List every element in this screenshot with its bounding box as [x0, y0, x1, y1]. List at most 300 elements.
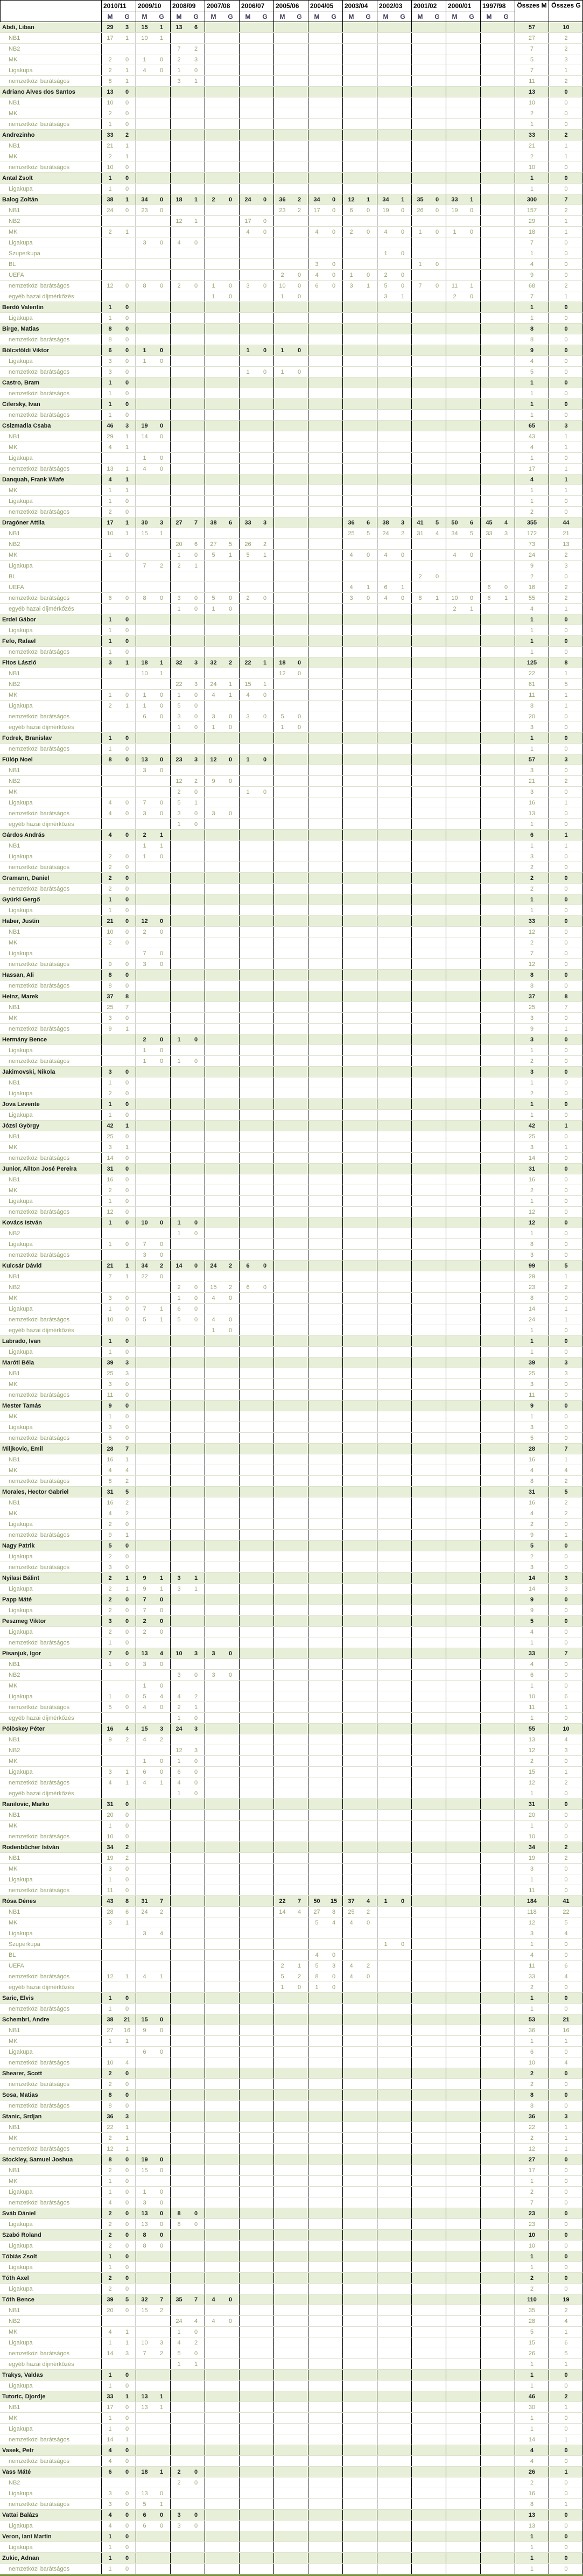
stat-cell [222, 1024, 239, 1034]
total-matches-cell: 5 [515, 1541, 549, 1551]
stat-cell [205, 561, 222, 571]
stat-cell [170, 1239, 187, 1249]
total-goals-cell: 0 [549, 787, 583, 797]
stat-cell [325, 830, 342, 840]
stat-cell [394, 377, 411, 388]
competition-row [0, 44, 583, 54]
stat-cell: 7 [136, 1594, 153, 1605]
stat-cell [446, 862, 463, 872]
stat-cell [325, 754, 342, 765]
stat-cell [101, 668, 118, 678]
stat-cell [446, 1616, 463, 1626]
competition-row [0, 388, 583, 399]
stat-cell [291, 1562, 308, 1572]
total-matches-cell: 9 [515, 1024, 549, 1034]
stat-cell [153, 1110, 170, 1120]
stat-cell [239, 571, 256, 582]
stat-cell [205, 108, 222, 118]
stat-cell: 1 [401, 293, 405, 300]
stat-cell [429, 1724, 446, 1734]
stat-cell [394, 1110, 411, 1120]
stat-cell: 7 [194, 519, 198, 526]
stat-cell: 1 [159, 24, 164, 31]
stat-cell [394, 1562, 411, 1572]
total-matches-cell: 12 [515, 1917, 549, 1928]
stat-cell: 2 [136, 830, 153, 840]
stat-cell [463, 1357, 480, 1368]
stat-cell [239, 1465, 256, 1475]
stat-cell [497, 733, 515, 743]
total-goals-cell: 0 [549, 1713, 583, 1723]
stat-cell [394, 345, 411, 355]
stat-cell: 0 [194, 1316, 198, 1323]
stat-cell [153, 1821, 170, 1831]
stat-cell [342, 539, 360, 549]
stat-cell [273, 1734, 291, 1745]
stat-cell [291, 754, 308, 765]
competition-label: nemzetközi barátságos [9, 390, 70, 397]
stat-cell [273, 701, 291, 711]
stat-cell: 1 [101, 894, 118, 905]
stat-cell: 4 [136, 464, 153, 474]
stat-cell [239, 1497, 256, 1508]
stat-cell [463, 431, 480, 442]
stat-cell [153, 625, 170, 635]
stat-cell [170, 1357, 187, 1368]
stat-cell [256, 1056, 273, 1066]
stat-cell [411, 1670, 429, 1680]
stat-cell: 6 [239, 1261, 256, 1271]
stat-cell [463, 1304, 480, 1314]
stat-cell [463, 474, 480, 485]
stat-cell: 39 [101, 1357, 118, 1368]
stat-cell [136, 1185, 153, 1195]
stat-cell: 1 [125, 519, 129, 526]
stat-cell [377, 1799, 394, 1809]
stat-cell [205, 1368, 222, 1378]
stat-cell [273, 1487, 291, 1497]
stat-cell [256, 1734, 273, 1745]
stat-cell [463, 539, 480, 549]
stat-cell [308, 1368, 325, 1378]
total-goals-cell: 21 [549, 528, 583, 538]
stat-cell [377, 377, 394, 388]
stat-cell [273, 1411, 291, 1422]
stat-cell [308, 1325, 325, 1335]
stat-cell [273, 87, 291, 97]
total-matches-cell: 33 [515, 130, 549, 140]
stat-cell [325, 1250, 342, 1260]
total-matches-cell: 4 [515, 1627, 549, 1637]
stat-cell [325, 399, 342, 409]
total-goals-cell: 1 [549, 65, 583, 75]
stat-cell [256, 324, 273, 334]
stat-cell [325, 1594, 342, 1605]
stat-cell: 6 [136, 1767, 153, 1777]
stat-cell: 3 [170, 1573, 187, 1583]
stat-cell [429, 1788, 446, 1798]
competition-row [0, 625, 583, 636]
stat-cell [446, 884, 463, 894]
stat-cell [222, 625, 239, 635]
stat-cell [411, 905, 429, 915]
stat-cell: 11 [101, 1885, 118, 1895]
competition-row [0, 797, 583, 808]
stat-cell [325, 528, 342, 538]
competition-label: nemzetközi barátságos [9, 1316, 70, 1323]
stat-cell [411, 1551, 429, 1562]
total-goals-cell: 0 [549, 1250, 583, 1260]
stat-cell [239, 927, 256, 937]
stat-cell [239, 701, 256, 711]
stat-cell [273, 1110, 291, 1120]
stat-cell [429, 647, 446, 657]
stat-cell [222, 948, 239, 958]
stat-cell [291, 377, 308, 388]
stat-cell: 2 [101, 701, 118, 711]
stat-cell [480, 797, 497, 808]
stat-cell [308, 948, 325, 958]
stat-cell [463, 1530, 480, 1540]
competition-label: nemzetközi barátságos [9, 1639, 70, 1646]
stat-cell [429, 636, 446, 646]
stat-cell [222, 1594, 239, 1605]
stat-cell [291, 614, 308, 625]
stat-cell [273, 808, 291, 818]
stat-cell [497, 927, 515, 937]
stat-cell [273, 1433, 291, 1443]
competition-row [0, 1885, 583, 1896]
stat-cell [256, 1530, 273, 1540]
stat-cell [170, 227, 187, 237]
stat-cell [239, 1487, 256, 1497]
stat-cell: 2 [170, 1702, 187, 1712]
stat-cell [360, 130, 377, 140]
stat-cell [411, 1088, 429, 1098]
stat-cell [394, 453, 411, 463]
stat-cell [360, 1142, 377, 1152]
stat-cell: 1 [205, 604, 222, 614]
stat-cell [118, 44, 136, 54]
stat-cell: 0 [125, 1111, 129, 1118]
stat-cell [377, 216, 394, 226]
stat-cell [394, 442, 411, 452]
stat-cell [256, 1842, 273, 1852]
stat-cell [342, 1885, 360, 1895]
stat-cell [205, 377, 222, 388]
stat-cell [239, 1691, 256, 1702]
stat-cell [222, 108, 239, 118]
competition-label: NB2 [9, 1747, 20, 1754]
stat-cell: 0 [125, 1165, 129, 1172]
stat-cell [480, 1142, 497, 1152]
stat-cell [308, 1842, 325, 1852]
stat-cell [205, 862, 222, 872]
stat-cell [446, 431, 463, 442]
stat-cell [308, 582, 325, 592]
stat-cell [205, 1821, 222, 1831]
stat-cell [239, 1627, 256, 1637]
stat-cell [256, 647, 273, 657]
stat-cell: 3 [101, 1379, 118, 1389]
total-goals-cell: 41 [549, 1896, 583, 1906]
total-goals-cell: 5 [549, 1261, 583, 1271]
stat-cell [497, 421, 515, 431]
stat-cell [411, 410, 429, 420]
stat-cell [394, 776, 411, 786]
total-goals-cell: 0 [549, 851, 583, 862]
competition-row [0, 1174, 583, 1185]
stat-cell [429, 894, 446, 905]
competition-label: NB1 [9, 1854, 20, 1861]
stat-cell [394, 87, 411, 97]
stat-cell [256, 1864, 273, 1874]
stat-cell [239, 1777, 256, 1788]
stat-cell: 1 [101, 388, 118, 398]
player-name: Jova Levente [2, 1101, 40, 1108]
stat-cell [463, 1810, 480, 1820]
stat-cell [497, 1691, 515, 1702]
stat-cell: 0 [125, 1154, 129, 1161]
stat-cell [222, 873, 239, 883]
competition-label: NB1 [9, 1079, 20, 1086]
stat-cell [239, 1401, 256, 1411]
stat-cell [429, 1551, 446, 1562]
stat-cell [429, 884, 446, 894]
stat-cell [325, 1002, 342, 1012]
stat-cell [325, 248, 342, 258]
stat-cell [273, 1605, 291, 1615]
stat-cell [480, 1357, 497, 1368]
stat-cell [308, 722, 325, 732]
competition-label: MK [9, 56, 18, 63]
total-goals-cell: 7 [549, 194, 583, 205]
stat-cell [394, 1713, 411, 1723]
stat-cell: 4 [101, 808, 118, 818]
total-matches-cell: 37 [515, 991, 549, 1002]
stat-cell [239, 916, 256, 926]
stat-cell [394, 1681, 411, 1691]
stat-cell [325, 1864, 342, 1874]
total-goals-cell: 1 [549, 1271, 583, 1282]
competition-row [0, 1282, 583, 1293]
competition-row [0, 1207, 583, 1217]
stat-cell [239, 507, 256, 517]
stat-cell [429, 1831, 446, 1842]
stat-cell [308, 1788, 325, 1798]
total-matches-cell: 7 [515, 291, 549, 302]
stat-cell [153, 1401, 170, 1411]
stat-cell [187, 270, 205, 280]
stat-cell [136, 1325, 153, 1335]
stat-cell [480, 722, 497, 732]
stat-cell [360, 313, 377, 323]
stat-cell [291, 1519, 308, 1529]
competition-label: Ligakupa [9, 454, 33, 461]
stat-cell [463, 873, 480, 883]
stat-cell [480, 1853, 497, 1863]
stat-cell: 5 [228, 541, 233, 548]
stat-cell [497, 1454, 515, 1465]
stat-cell [429, 1411, 446, 1422]
stat-cell [497, 1390, 515, 1400]
stat-cell: 0 [263, 368, 267, 375]
stat-cell [291, 248, 308, 258]
stat-cell [360, 797, 377, 808]
stat-cell [377, 1379, 394, 1389]
stat-cell: 3 [136, 237, 153, 248]
stat-cell [480, 776, 497, 786]
stat-cell [205, 496, 222, 506]
stat-cell [291, 259, 308, 269]
competition-row [0, 1853, 583, 1864]
stat-cell [273, 54, 291, 65]
stat-cell [480, 1153, 497, 1163]
player-row [0, 1541, 583, 1551]
stat-cell [239, 1681, 256, 1691]
stat-cell [170, 851, 187, 862]
stat-cell [170, 582, 187, 592]
stat-cell [411, 334, 429, 345]
stat-cell [480, 1002, 497, 1012]
stat-cell [205, 1584, 222, 1594]
stat-cell [205, 1454, 222, 1465]
stat-cell [222, 431, 239, 442]
stat-cell: 3 [101, 1293, 118, 1303]
stat-cell: 3 [136, 808, 153, 818]
stat-cell [446, 1853, 463, 1863]
stat-cell: 0 [263, 713, 267, 720]
stat-cell [222, 744, 239, 754]
stat-cell [446, 496, 463, 506]
stat-cell [394, 237, 411, 248]
stat-cell [360, 733, 377, 743]
stat-cell [394, 819, 411, 829]
competition-label: Ligakupa [9, 853, 33, 860]
stat-cell [480, 302, 497, 312]
stat-cell [205, 33, 222, 43]
stat-cell [360, 485, 377, 495]
stat-cell [205, 1164, 222, 1174]
stat-cell [342, 1239, 360, 1249]
stat-cell [325, 1476, 342, 1486]
stat-cell [377, 1767, 394, 1777]
competition-row [0, 162, 583, 173]
stat-cell [205, 1034, 222, 1045]
stat-cell [256, 1121, 273, 1131]
stat-cell: 1 [170, 722, 187, 732]
stat-cell [497, 1325, 515, 1335]
stat-cell [222, 1497, 239, 1508]
stat-cell [497, 905, 515, 915]
stat-cell [446, 1713, 463, 1723]
stat-cell [360, 1648, 377, 1658]
stat-cell [360, 1864, 377, 1874]
total-goals-cell: 0 [549, 453, 583, 463]
stat-cell: 0 [194, 788, 198, 795]
stat-cell: 19 [446, 205, 463, 215]
stat-cell: 31 [411, 528, 429, 538]
stat-cell [273, 561, 291, 571]
stat-cell [325, 1390, 342, 1400]
stat-cell [291, 141, 308, 151]
total-goals-cell: 2 [549, 33, 583, 43]
stat-cell [480, 76, 497, 86]
stat-cell [308, 1207, 325, 1217]
total-goals-cell: 1 [549, 151, 583, 162]
stat-cell [497, 1250, 515, 1260]
stat-cell [429, 1196, 446, 1206]
stat-cell: 33 [480, 528, 497, 538]
stat-cell: 1 [170, 604, 187, 614]
total-matches-cell: 4 [515, 1508, 549, 1518]
stat-cell [429, 507, 446, 517]
stat-cell [170, 302, 187, 312]
stat-cell [497, 65, 515, 75]
stat-cell [256, 130, 273, 140]
stat-cell [480, 1713, 497, 1723]
stat-cell [256, 431, 273, 442]
stat-cell [429, 1519, 446, 1529]
stat-cell [187, 1896, 205, 1906]
stat-cell [205, 1239, 222, 1249]
stat-cell [394, 421, 411, 431]
stat-cell [446, 1465, 463, 1475]
stat-cell [429, 1142, 446, 1152]
stat-cell: 1 [101, 1304, 118, 1314]
stat-cell [446, 1508, 463, 1518]
stat-cell: 4 [446, 550, 463, 560]
stat-cell [342, 1648, 360, 1658]
stat-cell [291, 302, 308, 312]
stat-cell [394, 830, 411, 840]
stat-cell [291, 1422, 308, 1432]
stat-cell: 1 [170, 1034, 187, 1045]
stat-cell [360, 808, 377, 818]
stat-cell [463, 388, 480, 398]
stat-cell: 34 [377, 194, 394, 205]
stat-cell: 6 [101, 593, 118, 603]
stat-cell [239, 1024, 256, 1034]
total-goals-cell: 0 [549, 410, 583, 420]
stat-cell [360, 1487, 377, 1497]
stat-cell [308, 1530, 325, 1540]
stat-cell [170, 1681, 187, 1691]
stat-cell [136, 937, 153, 948]
stat-cell [429, 1864, 446, 1874]
stat-cell [273, 1444, 291, 1454]
stat-cell [360, 1034, 377, 1045]
stat-cell [153, 981, 170, 991]
stat-cell [446, 873, 463, 883]
stat-cell [222, 151, 239, 162]
stat-cell [480, 1519, 497, 1529]
stat-cell [273, 647, 291, 657]
stat-cell [497, 851, 515, 862]
stat-cell [291, 1454, 308, 1465]
stat-cell [480, 916, 497, 926]
stat-cell: 1 [125, 476, 129, 483]
stat-cell: 11 [446, 281, 463, 291]
stat-cell [463, 1864, 480, 1874]
stat-cell: 1 [366, 584, 370, 591]
stat-cell [394, 561, 411, 571]
stat-cell [342, 1422, 360, 1432]
stat-cell [170, 894, 187, 905]
stat-cell [273, 830, 291, 840]
stat-cell [394, 1637, 411, 1648]
stat-cell [429, 184, 446, 194]
